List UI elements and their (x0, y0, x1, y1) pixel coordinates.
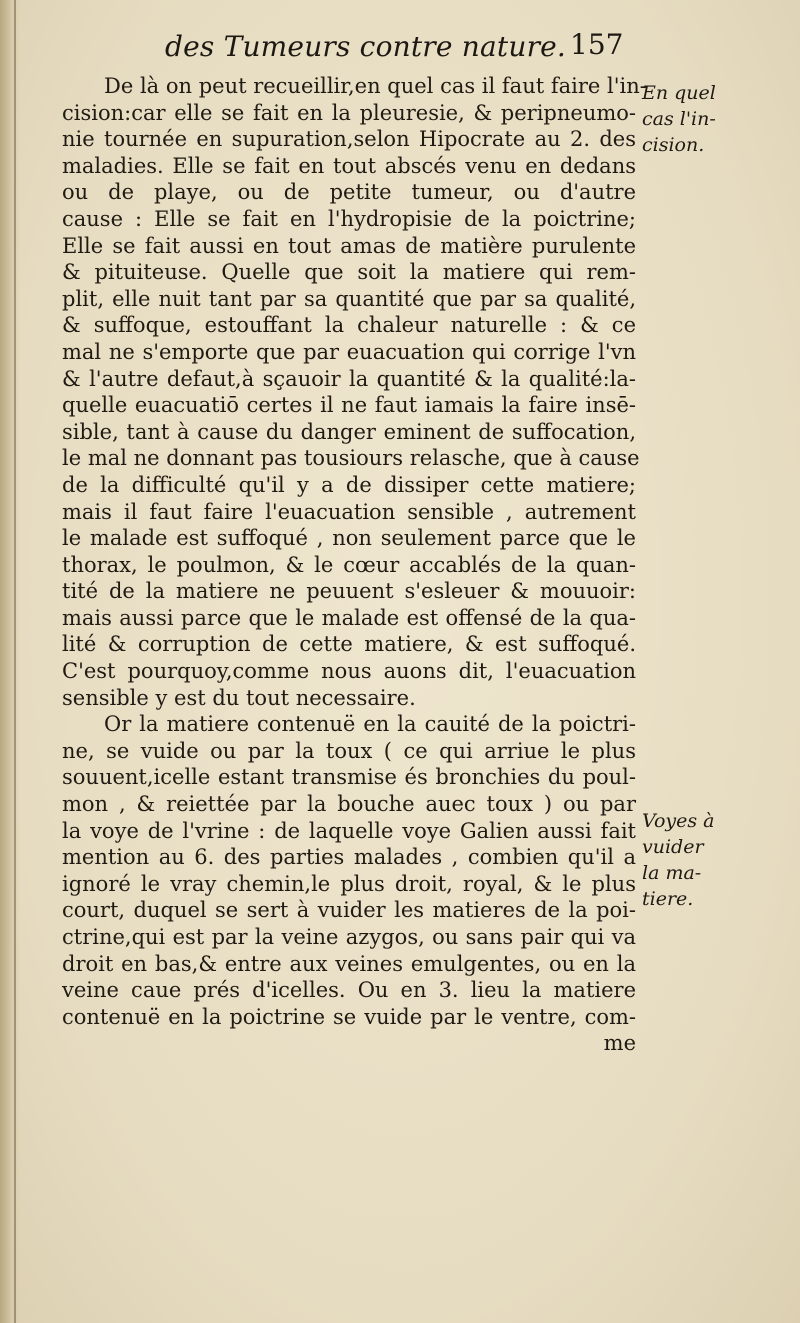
text-line: sensible y est du tout necessaire. (62, 685, 416, 710)
text-line: & suffoque, estouffant la chaleur naturelle : & ce (62, 313, 636, 338)
text-line: ignoré le vray chemin,le plus droit, royal, & le plus (62, 871, 636, 896)
text-line: mais il faut faire l'euacuation sensible , autrement (62, 499, 636, 524)
text-line: de la difficulté qu'il y a de dissiper cette matiere; (62, 472, 636, 497)
running-title: des Tumeurs contre nature. (165, 30, 567, 63)
text-line: lité & corruption de cette matiere, & est suffoqué. (62, 632, 636, 657)
page-header (0, 28, 800, 68)
text-line: & pituiteuse. Quelle que soit la matiere qui rem- (62, 260, 636, 285)
text-line: le malade est suffoqué , non seulement parce que le (62, 526, 636, 551)
text-line: sible, tant à cause du danger eminent de suffocation, (62, 419, 636, 444)
text-line: cision:car elle se fait en la pleuresie, & peripneumo- (62, 100, 636, 125)
text-line: contenuë en la poictrine se vuide par le ventre, com- (62, 1004, 636, 1029)
text-line: maladies. Elle se fait en tout abscés venu en dedans (62, 153, 636, 178)
text-line: souuent,icelle estant transmise és bronchies du poul- (62, 765, 636, 790)
text-line: De là on peut recueillir,en quel cas il faut faire l'in- (104, 74, 647, 98)
text-line: mon , & reiettée par la bouche auec toux ) ou par (62, 792, 636, 817)
page-number: 157 (570, 28, 624, 61)
text-line: quelle euacuatiō certes il ne faut iamais la faire insē- (62, 393, 636, 418)
text-line: plit, elle nuit tant par sa quantité que par sa qualité, (62, 286, 636, 311)
margin-note-line: la ma- (642, 862, 702, 884)
text-line: tité de la matiere ne peuuent s'esleuer & mouuoir: (62, 579, 636, 604)
text-line: ou de playe, ou de petite tumeur, ou d'autre (62, 180, 636, 205)
text-line: cause : Elle se fait en l'hydropisie de la poictrine; (62, 206, 636, 231)
margin-note-line: tiere. (642, 888, 694, 910)
margin-note-line: cas l'in- (642, 108, 716, 130)
text-line: nie tournée en supuration,selon Hipocrate au 2. des (62, 127, 636, 152)
text-line: mal ne s'emporte que par euacuation qui corrige l'vn (62, 339, 636, 364)
body-text (62, 73, 647, 1057)
margin-note-line: cision. (642, 134, 705, 156)
text-line: mais aussi parce que le malade est offensé de la qua- (62, 605, 636, 630)
text-line: ctrine,qui est par la veine azygos, ou sans pair qui va (62, 925, 636, 949)
margin-note-line: En quel (642, 82, 716, 104)
text-line: veine caue prés d'icelles. Ou en 3. lieu la matiere (62, 978, 636, 1003)
text-line: droit en bas,& entre aux veines emulgentes, ou en la (62, 951, 636, 976)
text-line: Or la matiere contenuë en la cauité de la poictri- (104, 712, 636, 737)
text-line: le mal ne donnant pas tousiours relasche, que à cause (62, 446, 640, 471)
text-line: la voye de l'vrine : de laquelle voye Galien aussi fait (62, 818, 636, 843)
text-line: C'est pourquoy,comme nous auons dit, l'euacuation (62, 659, 636, 684)
page-binding-edge (0, 0, 20, 1323)
text-line: mention au 6. des parties malades , combien qu'il a (62, 845, 636, 870)
margin-note-line: vuider (642, 836, 704, 858)
binding-line (14, 0, 16, 1323)
text-line: ne, se vuide ou par la toux ( ce qui arriue le plus (62, 738, 636, 763)
text-line: & l'autre defaut,à sçauoir la quantité & la qualité:la- (62, 366, 636, 391)
text-line: court, duquel se sert à vuider les matieres de la poi- (62, 898, 636, 923)
margin-note-incision (642, 80, 716, 158)
margin-note-voyes (642, 808, 715, 912)
margin-note-line: Voyes à (642, 810, 715, 832)
text-line: Elle se fait aussi en tout amas de matière purulente (62, 233, 636, 258)
text-line: me (603, 1031, 636, 1056)
text-line: thorax, le poulmon, & le cœur accablés de la quan- (62, 552, 636, 577)
